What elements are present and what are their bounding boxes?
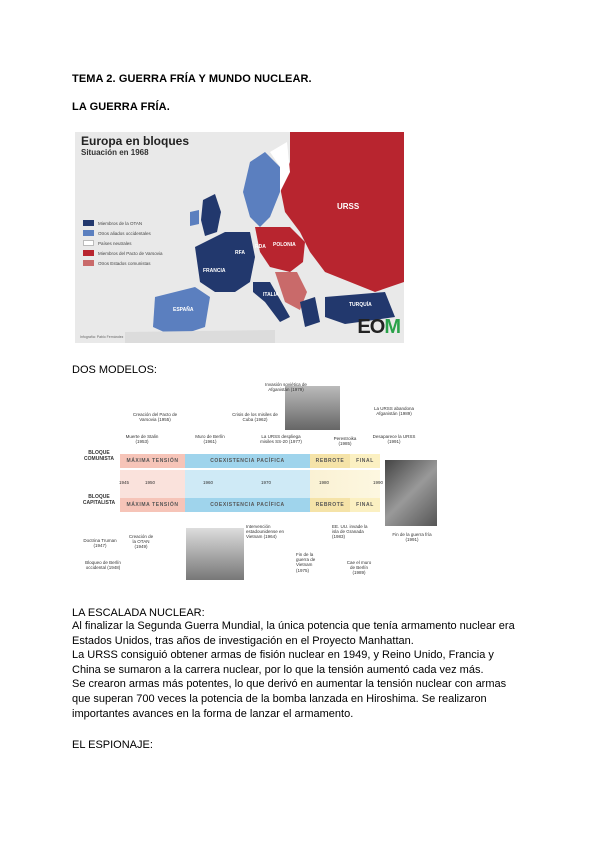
paragraph-line: Se crearon armas más potentes, lo que derivó en aumentar la tensión nuclear con armas <box>72 678 507 691</box>
note-top: Invasión soviética de Afganistán (1979) <box>265 382 307 393</box>
legend-item <box>83 238 162 248</box>
cold-war-timeline <box>80 382 440 587</box>
logo-text: EO <box>357 316 385 338</box>
label-polonia: POLONIA <box>273 242 296 248</box>
note-bottom: Intervención estadounidense en Vietnam (1964) <box>246 524 285 540</box>
section-guerra-fria: LA GUERRA FRÍA. <box>72 101 170 113</box>
paragraph-line: que superan 700 veces la potencia de la bomba lanzada en Hiroshima. Se realizaron <box>72 692 487 705</box>
eom-logo <box>357 316 400 339</box>
legend-item <box>83 258 162 268</box>
legend-label: Miembros de la OTAN <box>98 220 143 226</box>
note-top: Desaparece la URSS (1991) <box>372 434 416 445</box>
phase-maxima-tension: MÁXIMA TENSIÓN <box>120 454 185 468</box>
paragraph-line: importantes avances en la forma de lanzar el armamento. <box>72 707 354 720</box>
phase-coexistencia: COEXISTENCIA PACÍFICA <box>185 498 310 512</box>
year-label: 1980 <box>318 480 329 485</box>
note-bottom: Fin de la guerra de Vietnam (1975) <box>296 552 316 573</box>
label-urss: URSS <box>337 202 360 211</box>
timeline-band <box>120 470 380 498</box>
vietnam-photo <box>186 528 244 580</box>
note-bottom: Fin de la guerra fría (1991) <box>392 532 432 543</box>
label-espana: ESPAÑA <box>173 307 194 313</box>
note-bottom: Creación de la OTAN (1949) <box>128 534 154 550</box>
map-credit: Infografía: Pablo Fernández <box>80 335 124 339</box>
map-legend <box>83 218 162 268</box>
paragraph-line: Al finalizar la Segunda Guerra Mundial, la única potencia que tenía armamento nuclear era <box>72 620 515 632</box>
note-top: Creación del Pacto de Varsovia (1955) <box>132 412 178 423</box>
legend-label: Otros Estados comunistas <box>98 260 151 266</box>
label-turquia: TURQUÍA <box>349 302 372 308</box>
label-rfa: RFA <box>235 250 245 256</box>
phase-coexistencia: COEXISTENCIA PACÍFICA <box>185 454 310 468</box>
phase-final: FINAL <box>350 498 380 512</box>
note-top: Crisis de los misiles de Cuba (1962) <box>232 412 278 423</box>
paragraph-line: La URSS consiguió obtener armas de fisión nuclear en 1949, y Reino Unido, Francia y <box>72 649 494 662</box>
note-top: La URSS despliega misiles SS-20 (1977) <box>260 434 302 445</box>
legend-item <box>83 248 162 258</box>
label-francia: FRANCIA <box>203 268 226 274</box>
year-label: 1960 <box>202 480 213 485</box>
label-rda: RDA <box>255 244 266 250</box>
note-top: Muro de Berlín (1961) <box>195 434 225 445</box>
map-title: Europa en bloques <box>81 134 190 148</box>
escalada-paragraph <box>72 619 532 721</box>
section-escalada-nuclear: LA ESCALADA NUCLEAR: <box>72 607 205 619</box>
europe-blocs-map <box>75 132 404 343</box>
handshake-photo <box>385 460 437 526</box>
label-italia: ITALIA <box>263 292 279 298</box>
phase-rebrote: REBROTE <box>310 498 350 512</box>
legend-item <box>83 228 162 238</box>
logo-accent: M <box>384 316 400 338</box>
section-dos-modelos: DOS MODELOS: <box>72 364 157 376</box>
year-label: 1990 <box>372 480 383 485</box>
note-bottom: EE. UU. invade la isla de Granada (1983) <box>332 524 368 540</box>
label-bloque-capitalista: BLOQUE CAPITALISTA <box>82 494 116 506</box>
north-africa-region <box>125 330 275 343</box>
paragraph-line: China se sumaron a la carrera nuclear, por lo que la tensión aumentó cada vez más. <box>72 663 484 676</box>
phase-rebrote: REBROTE <box>310 454 350 468</box>
section-espionaje: EL ESPIONAJE: <box>72 739 153 751</box>
note-top: La URSS abandona Afganistán (1989) <box>373 406 415 417</box>
legend-label: Países neutrales <box>98 240 132 246</box>
legend-label: Miembros del Pacto de Varsovia <box>98 250 163 256</box>
note-bottom: Doctrina Truman (1947) <box>83 538 117 549</box>
phase-maxima-tension: MÁXIMA TENSIÓN <box>120 498 185 512</box>
year-label: 1970 <box>260 480 271 485</box>
afghanistan-photo <box>285 386 340 430</box>
legend-label: Otros aliados occidentales <box>98 230 151 236</box>
note-top: Perestroika (1985) <box>333 436 357 447</box>
map-subtitle: Situación en 1968 <box>81 148 149 157</box>
note-bottom: Cae el muro de Berlín (1989) <box>346 560 372 576</box>
label-bloque-comunista: BLOQUE COMUNISTA <box>84 450 114 462</box>
note-bottom: Bloqueo de Berlín occidental (1948) <box>85 560 121 571</box>
year-label: 1945 <box>118 480 129 485</box>
legend-item <box>83 218 162 228</box>
ireland-region <box>190 210 199 226</box>
paragraph-line: Estados Unidos, tras años de investigación en el Proyecto Manhattan. <box>72 634 414 647</box>
year-label: 1950 <box>144 480 155 485</box>
document-title: TEMA 2. GUERRA FRÍA Y MUNDO NUCLEAR. <box>72 73 312 85</box>
note-top: Muerte de Stalin (1953) <box>125 434 159 445</box>
phase-final: FINAL <box>350 454 380 468</box>
